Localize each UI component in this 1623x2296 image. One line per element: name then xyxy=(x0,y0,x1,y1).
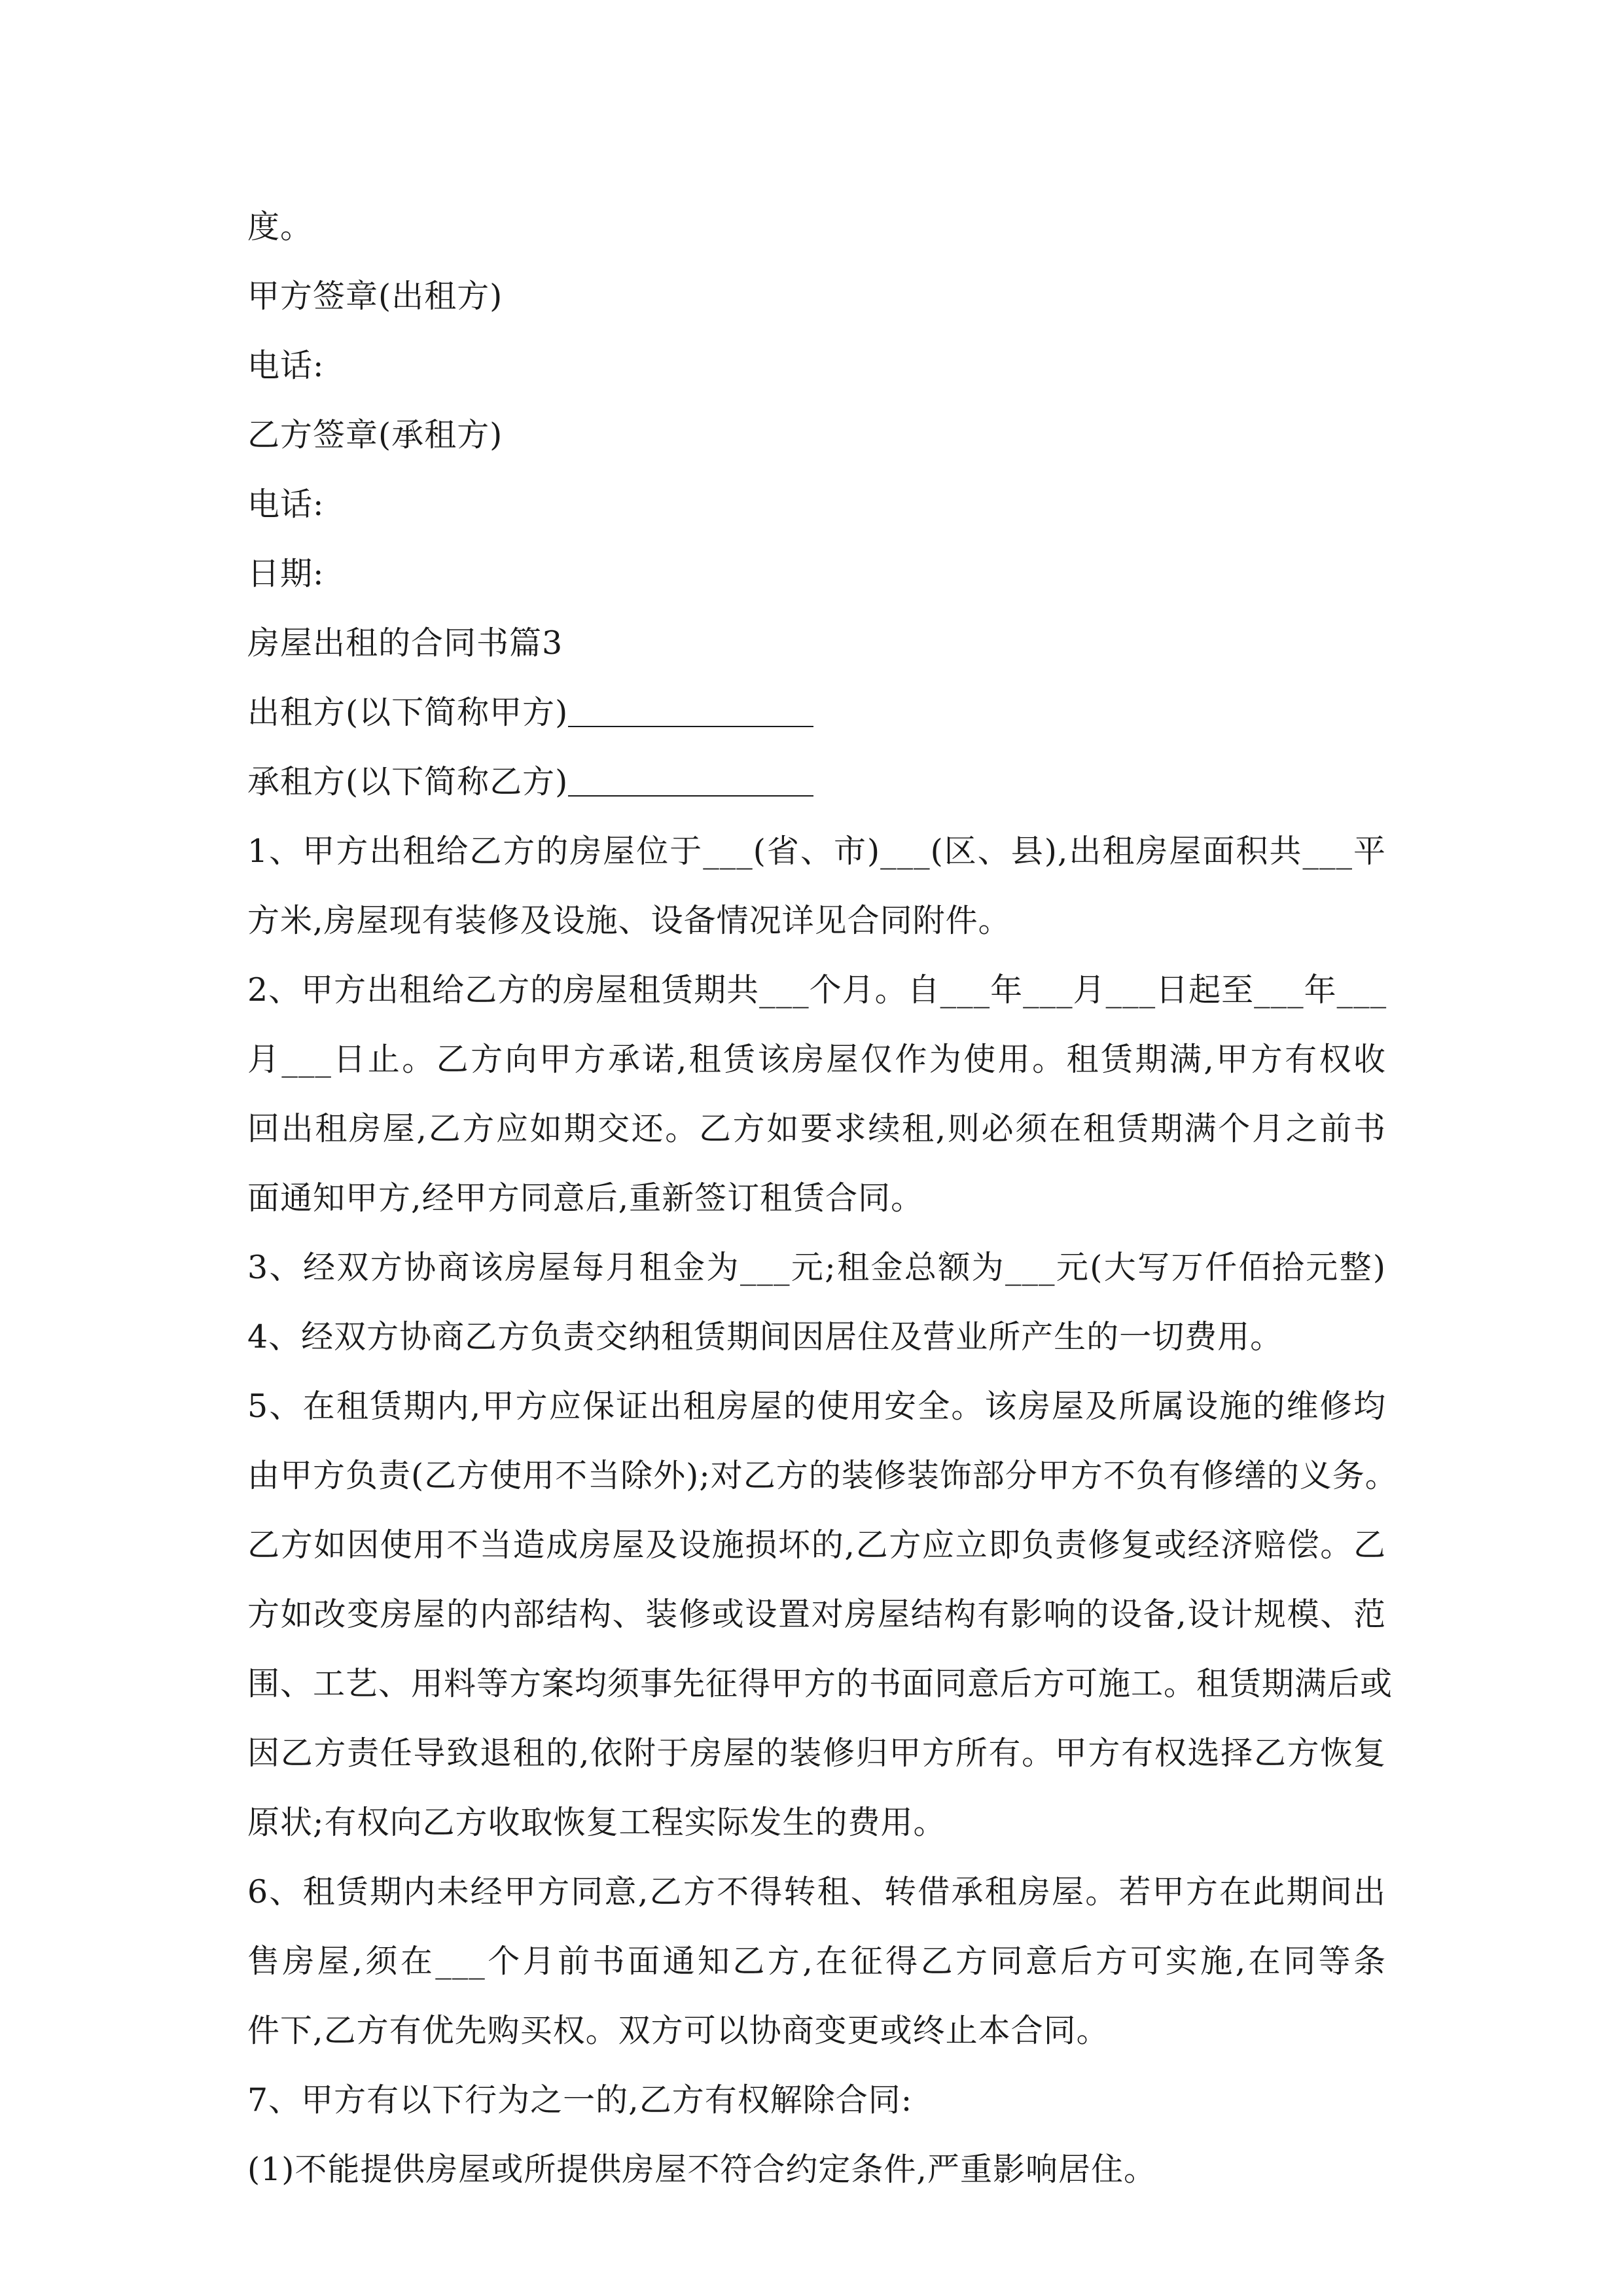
text-line: 月___日止。乙方向甲方承诺,租赁该房屋仅作为使用。租赁期满,甲方有权收 xyxy=(247,1041,1386,1078)
text-line: 3、经双方协商该房屋每月租金为___元;租金总额为___元(大写万仟佰拾元整) xyxy=(247,1249,1386,1286)
text-line: 售房屋,须在___个月前书面通知乙方,在征得乙方同意后方可实施,在同等条 xyxy=(247,1943,1386,1980)
text-line: 2、甲方出租给乙方的房屋租赁期共___个月。自___年___月___日起至___年___ xyxy=(247,971,1387,1009)
landlord-signature-label: 甲方签章(出租方) xyxy=(247,278,503,315)
landlord-field-label: 出租方(以下简称甲方) xyxy=(247,694,569,731)
text-line: 方米,房屋现有装修及设施、设备情况详见合同附件。 xyxy=(247,902,1011,939)
text-line: 因乙方责任导致退租的,依附于房屋的装修归甲方所有。甲方有权选择乙方恢复 xyxy=(247,1734,1386,1772)
landlord-phone-label: 电话: xyxy=(247,347,325,384)
text-line: 方如改变房屋的内部结构、装修或设置对房屋结构有影响的设备,设计规模、范 xyxy=(247,1596,1386,1633)
tenant-signature-label: 乙方签章(承租方) xyxy=(247,416,503,454)
text-line: 7、甲方有以下行为之一的,乙方有权解除合同: xyxy=(247,2081,913,2119)
text-line: 1、甲方出租给乙方的房屋位于___(省、市)___(区、县),出租房屋面积共___平 xyxy=(247,833,1386,870)
text-line: 原状;有权向乙方收取恢复工程实际发生的费用。 xyxy=(247,1804,946,1841)
date-label: 日期: xyxy=(247,555,325,592)
section-title: 房屋出租的合同书篇3 xyxy=(247,624,563,662)
text-line: 回出租房屋,乙方应如期交还。乙方如要求续租,则必须在租赁期满个月之前书 xyxy=(247,1110,1386,1147)
text-line: 由甲方负责(乙方使用不当除外);对乙方的装修装饰部分甲方不负有修缮的义务。 xyxy=(247,1457,1398,1494)
tenant-field xyxy=(247,747,1386,817)
tenant-field-label: 承租方(以下简称乙方) xyxy=(247,763,569,800)
text-line: 面通知甲方,经甲方同意后,重新签订租赁合同。 xyxy=(247,1179,924,1217)
text-line: 围、工艺、用料等方案均须事先征得甲方的书面同意后方可施工。租赁期满后或 xyxy=(247,1665,1393,1702)
text-line: 6、租赁期内未经甲方同意,乙方不得转租、转借承租房屋。若甲方在此期间出 xyxy=(247,1873,1386,1910)
text-line: 件下,乙方有优先购买权。双方可以协商变更或终止本合同。 xyxy=(247,2012,1109,2049)
text-line: 5、在租赁期内,甲方应保证出租房屋的使用安全。该房屋及所属设施的维修均 xyxy=(247,1388,1386,1425)
text-line: 度。 xyxy=(247,208,313,245)
landlord-field xyxy=(247,678,1386,747)
tenant-phone-label: 电话: xyxy=(247,486,325,523)
text-line: 乙方如因使用不当造成房屋及设施损坏的,乙方应立即负责修复或经济赔偿。乙 xyxy=(247,1526,1386,1564)
document-body xyxy=(247,192,1398,2204)
text-line: 4、经双方协商乙方负责交纳租赁期间因居住及营业所产生的一切费用。 xyxy=(247,1318,1283,1355)
text-line: (1)不能提供房屋或所提供房屋不符合约定条件,严重影响居住。 xyxy=(247,2151,1156,2188)
tenant-blank xyxy=(568,766,813,797)
landlord-blank xyxy=(568,697,813,727)
